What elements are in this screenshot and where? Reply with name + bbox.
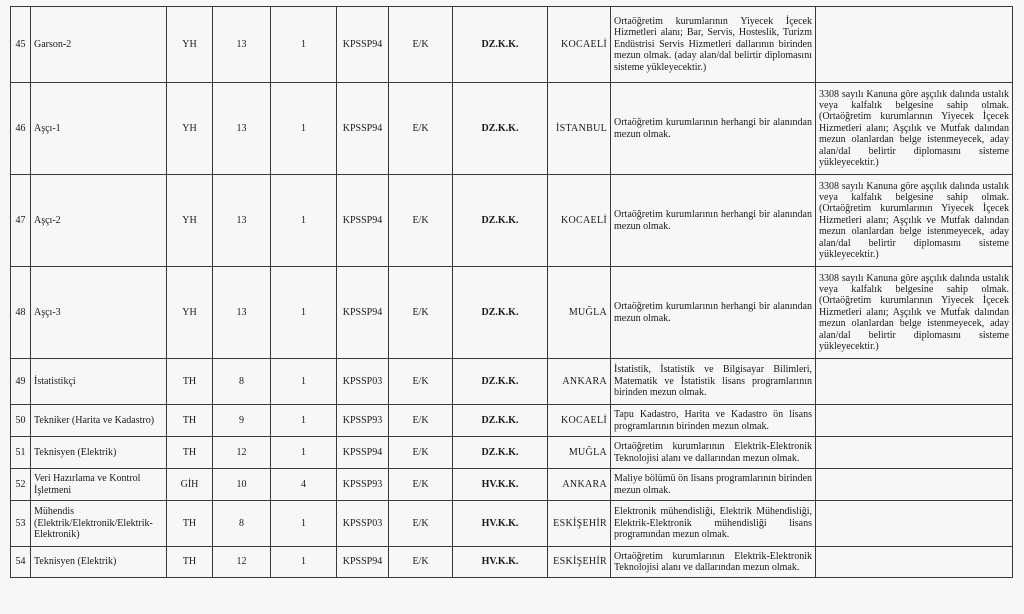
institution-cell: DZ.K.K. — [453, 83, 548, 175]
row-number-cell: 54 — [11, 547, 31, 578]
row-number-cell: 51 — [11, 437, 31, 469]
gender-cell: E/K — [389, 437, 453, 469]
institution-cell: HV.K.K. — [453, 501, 548, 547]
institution-cell: DZ.K.K. — [453, 405, 548, 437]
kpss-score-type-cell: KPSSP94 — [337, 437, 389, 469]
additional-requirement-cell — [816, 501, 1013, 547]
kpss-score-type-cell: KPSSP03 — [337, 359, 389, 405]
education-requirement-cell: Ortaöğretim kurumlarının Yiyecek İçecek Hizmetleri alanı; Bar, Servis, Hosteslik, Turizm Endüstrisi Servis Hizmetleri dallarının birinden mezun olmak. (aday alan/dal belirtir diplomasını sisteme yükleyecektir.) — [611, 7, 816, 83]
city-cell: MUĞLA — [548, 267, 611, 359]
grade-level-cell: 12 — [213, 547, 271, 578]
position-title-cell: Mühendis (Elektrik/Elektronik/Elektrik-Elektronik) — [31, 501, 167, 547]
position-title-cell: Aşçı-2 — [31, 175, 167, 267]
position-count-cell: 4 — [271, 469, 337, 501]
gender-cell: E/K — [389, 83, 453, 175]
additional-requirement-cell — [816, 359, 1013, 405]
grade-level-cell: 8 — [213, 501, 271, 547]
position-count-cell: 1 — [271, 501, 337, 547]
position-count-cell: 1 — [271, 359, 337, 405]
position-title-cell: Teknisyen (Elektrik) — [31, 437, 167, 469]
row-number-cell: 45 — [11, 7, 31, 83]
grade-level-cell: 13 — [213, 267, 271, 359]
service-class-cell: TH — [167, 405, 213, 437]
gender-cell: E/K — [389, 405, 453, 437]
grade-level-cell: 8 — [213, 359, 271, 405]
row-number-cell: 53 — [11, 501, 31, 547]
position-count-cell: 1 — [271, 267, 337, 359]
kpss-score-type-cell: KPSSP93 — [337, 469, 389, 501]
education-requirement-cell: İstatistik, İstatistik ve Bilgisayar Bilimleri, Matematik ve İstatistik lisans programlarının birinden mezun olmak. — [611, 359, 816, 405]
gender-cell: E/K — [389, 359, 453, 405]
table-row — [11, 547, 1013, 578]
kpss-score-type-cell: KPSSP94 — [337, 547, 389, 578]
position-title-cell: Teknisyen (Elektrik) — [31, 547, 167, 578]
education-requirement-cell: Elektronik mühendisliği, Elektrik Mühendisliği, Elektrik-Elektronik mühendisliği lisans programından mezun olmak. — [611, 501, 816, 547]
table-row — [11, 267, 1013, 359]
row-number-cell: 48 — [11, 267, 31, 359]
institution-cell: HV.K.K. — [453, 469, 548, 501]
kpss-score-type-cell: KPSSP94 — [337, 267, 389, 359]
grade-level-cell: 9 — [213, 405, 271, 437]
gender-cell: E/K — [389, 469, 453, 501]
position-count-cell: 1 — [271, 7, 337, 83]
city-cell: MUĞLA — [548, 437, 611, 469]
table-row — [11, 405, 1013, 437]
additional-requirement-cell — [816, 437, 1013, 469]
institution-cell: DZ.K.K. — [453, 359, 548, 405]
service-class-cell: YH — [167, 83, 213, 175]
city-cell: KOCAELİ — [548, 175, 611, 267]
city-cell: İSTANBUL — [548, 83, 611, 175]
gender-cell: E/K — [389, 7, 453, 83]
table-row — [11, 469, 1013, 501]
gender-cell: E/K — [389, 175, 453, 267]
additional-requirement-cell — [816, 469, 1013, 501]
position-title-cell: Veri Hazırlama ve Kontrol İşletmeni — [31, 469, 167, 501]
institution-cell: DZ.K.K. — [453, 267, 548, 359]
table-row — [11, 7, 1013, 83]
grade-level-cell: 13 — [213, 7, 271, 83]
position-count-cell: 1 — [271, 175, 337, 267]
table-row — [11, 437, 1013, 469]
gender-cell: E/K — [389, 501, 453, 547]
kpss-score-type-cell: KPSSP94 — [337, 83, 389, 175]
additional-requirement-cell: 3308 sayılı Kanuna göre aşçılık dalında ustalık veya kalfalık belgesine sahip olmak. (Ortaöğretim kurumlarının Yiyecek İçecek Hizmetleri alanı; Aşçılık ve Mutfak dalından mezun olanlardan belge istenmeyecek, aday alan/dal belirtir diplomasını sisteme yükleyecektir.) — [816, 83, 1013, 175]
row-number-cell: 46 — [11, 83, 31, 175]
service-class-cell: YH — [167, 267, 213, 359]
city-cell: ESKİŞEHİR — [548, 501, 611, 547]
additional-requirement-cell — [816, 547, 1013, 578]
grade-level-cell: 13 — [213, 175, 271, 267]
grade-level-cell: 12 — [213, 437, 271, 469]
education-requirement-cell: Ortaöğretim kurumlarının herhangi bir alanından mezun olmak. — [611, 175, 816, 267]
table-row — [11, 175, 1013, 267]
row-number-cell: 52 — [11, 469, 31, 501]
city-cell: KOCAELİ — [548, 7, 611, 83]
table-row — [11, 83, 1013, 175]
position-count-cell: 1 — [271, 83, 337, 175]
position-title-cell: İstatistikçi — [31, 359, 167, 405]
position-title-cell: Aşçı-3 — [31, 267, 167, 359]
additional-requirement-cell — [816, 405, 1013, 437]
position-title-cell: Aşçı-1 — [31, 83, 167, 175]
kpss-score-type-cell: KPSSP03 — [337, 501, 389, 547]
gender-cell: E/K — [389, 547, 453, 578]
additional-requirement-cell: 3308 sayılı Kanuna göre aşçılık dalında ustalık veya kalfalık belgesine sahip olmak. (Ortaöğretim kurumlarının Yiyecek İçecek Hizmetleri alanı; Aşçılık ve Mutfak dalından mezun olanlardan belge istenmeyecek, aday alan/dal belirtir diplomasını sisteme yükleyecektir.) — [816, 267, 1013, 359]
position-title-cell: Tekniker (Harita ve Kadastro) — [31, 405, 167, 437]
institution-cell: DZ.K.K. — [453, 7, 548, 83]
position-count-cell: 1 — [271, 405, 337, 437]
institution-cell: DZ.K.K. — [453, 437, 548, 469]
position-count-cell: 1 — [271, 437, 337, 469]
position-count-cell: 1 — [271, 547, 337, 578]
additional-requirement-cell: 3308 sayılı Kanuna göre aşçılık dalında ustalık veya kalfalık belgesine sahip olmak. (Ortaöğretim kurumlarının Yiyecek İçecek Hizmetleri alanı; Aşçılık ve Mutfak dalından mezun olanlardan belge istenmeyecek, aday alan/dal belirtir diplomasını sisteme yükleyecektir.) — [816, 175, 1013, 267]
education-requirement-cell: Ortaöğretim kurumlarının Elektrik-Elektronik Teknolojisi alanı ve dallarından mezun olmak. — [611, 437, 816, 469]
kpss-score-type-cell: KPSSP94 — [337, 7, 389, 83]
service-class-cell: YH — [167, 175, 213, 267]
service-class-cell: TH — [167, 437, 213, 469]
kpss-score-type-cell: KPSSP94 — [337, 175, 389, 267]
service-class-cell: TH — [167, 359, 213, 405]
city-cell: ANKARA — [548, 359, 611, 405]
position-title-cell: Garson-2 — [31, 7, 167, 83]
row-number-cell: 49 — [11, 359, 31, 405]
gender-cell: E/K — [389, 267, 453, 359]
institution-cell: HV.K.K. — [453, 547, 548, 578]
table-row — [11, 501, 1013, 547]
education-requirement-cell: Ortaöğretim kurumlarının Elektrik-Elektronik Teknolojisi alanı ve dallarından mezun olmak. — [611, 547, 816, 578]
positions-table — [10, 6, 1013, 578]
row-number-cell: 47 — [11, 175, 31, 267]
grade-level-cell: 10 — [213, 469, 271, 501]
service-class-cell: TH — [167, 501, 213, 547]
row-number-cell: 50 — [11, 405, 31, 437]
grade-level-cell: 13 — [213, 83, 271, 175]
city-cell: KOCAELİ — [548, 405, 611, 437]
city-cell: ANKARA — [548, 469, 611, 501]
education-requirement-cell: Tapu Kadastro, Harita ve Kadastro ön lisans programlarının birinden mezun olmak. — [611, 405, 816, 437]
service-class-cell: TH — [167, 547, 213, 578]
education-requirement-cell: Ortaöğretim kurumlarının herhangi bir alanından mezun olmak. — [611, 83, 816, 175]
education-requirement-cell: Maliye bölümü ön lisans programlarının birinden mezun olmak. — [611, 469, 816, 501]
kpss-score-type-cell: KPSSP93 — [337, 405, 389, 437]
city-cell: ESKİŞEHİR — [548, 547, 611, 578]
additional-requirement-cell — [816, 7, 1013, 83]
institution-cell: DZ.K.K. — [453, 175, 548, 267]
table-row — [11, 359, 1013, 405]
education-requirement-cell: Ortaöğretim kurumlarının herhangi bir alanından mezun olmak. — [611, 267, 816, 359]
service-class-cell: GİH — [167, 469, 213, 501]
service-class-cell: YH — [167, 7, 213, 83]
